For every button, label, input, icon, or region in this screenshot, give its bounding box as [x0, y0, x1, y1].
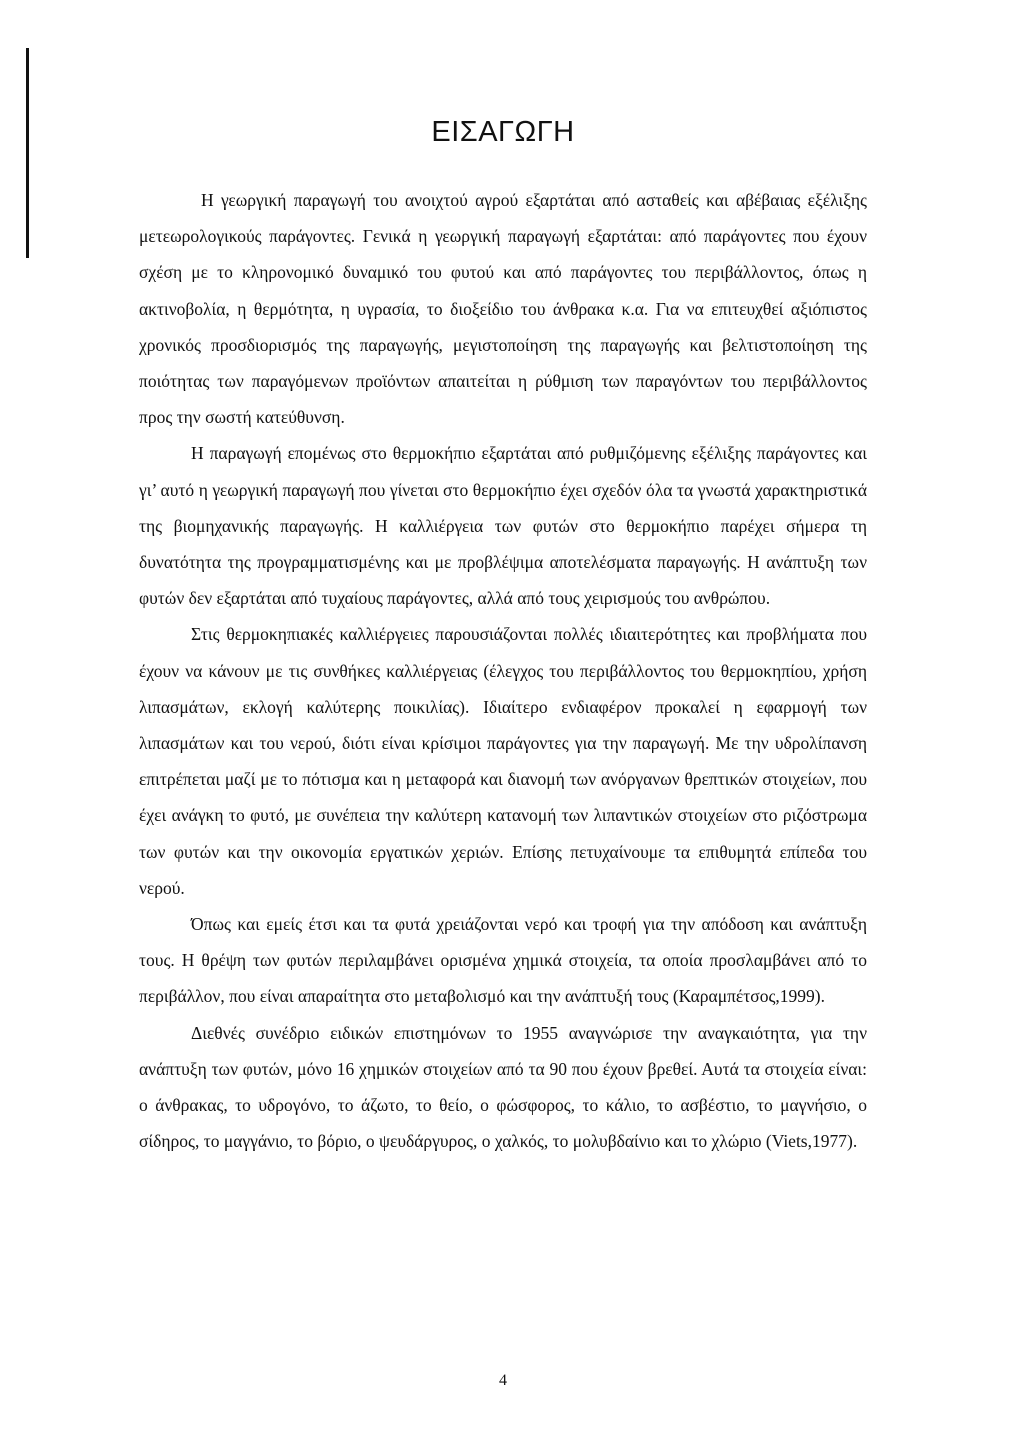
scan-edge-line — [26, 48, 29, 258]
page-number: 4 — [499, 1372, 507, 1389]
paragraph-1: Η γεωργική παραγωγή του ανοιχτού αγρού εξαρτάται από ασταθείς και αβέβαιας εξέλιξης μετεωρολογικούς παράγοντες. Γενικά η γεωργική παραγωγή εξαρτάται: από παράγοντες που έχουν σχέση με το κληρονομικό δυναμικό του φυτού και από παράγοντες του περιβάλλοντος, όπως η ακτινοβολία, η θερμότητα, η υγρασία, το διοξείδιο του άνθρακα κ.α. Για να επιτευχθεί αξιόπιστος χρονικός προσδιορισμός της παραγωγής, μεγιστοποίηση της παραγωγής και βελτιστοποίηση της ποιότητας των παραγόμενων προϊόντων απαιτείται η ρύθμιση των παραγόντων του περιβάλλοντος προς την σωστή κατεύθυνση. — [139, 190, 867, 428]
paragraph-3: Στις θερμοκηπιακές καλλιέργειες παρουσιάζονται πολλές ιδιαιτερότητες και προβλήματα που έχουν να κάνουν με τις συνθήκες καλλιέργειας (έλεγχος του περιβάλλοντος του θερμοκηπίου, χρήση λιπασμάτων, εκλογή καλύτερης ποικιλίας). Ιδιαίτερο ενδιαφέρον προκαλεί η εφαρμογή των λιπασμάτων και του νερού, διότι είναι κρίσιμοι παράγοντες για την παραγωγή. Με την υδρολίπανση επιτρέπεται μαζί με το πότισμα και η μεταφορά και διανομή των ανόργανων θρεπτικών στοιχείων, που έχει ανάγκη το φυτό, με συνέπεια την καλύτερη κατανομή των λιπαντικών στοιχείων στο ριζόστρωμα των φυτών και την οικονομία εργατικών χεριών. Επίσης πετυχαίνουμε τα επιθυμητά επίπεδα του νερού. — [139, 624, 867, 898]
paragraph-2: Η παραγωγή επομένως στο θερμοκήπιο εξαρτάται από ρυθμιζόμενης εξέλιξης παράγοντες και γι’ αυτό η γεωργική παραγωγή που γίνεται στο θερμοκήπιο έχει σχεδόν όλα τα γνωστά χαρακτηριστικά της βιομηχανικής παραγωγής. Η καλλιέργεια των φυτών στο θερμοκήπιο παρέχει σήμερα τη δυνατότητα της προγραμματισμένης και με προβλέψιμα αποτελέσματα παραγωγής. Η ανάπτυξη των φυτών δεν εξαρτάται από τυχαίους παράγοντες, αλλά από τους χειρισμούς του ανθρώπου. — [139, 443, 867, 609]
page-title: ΕΙΣΑΓΩΓΗ — [431, 116, 575, 148]
body-text — [139, 182, 867, 1159]
paragraph-4: Όπως και εμείς έτσι και τα φυτά χρειάζονται νερό και τροφή για την απόδοση και ανάπτυξη τους. Η θρέψη των φυτών περιλαμβάνει ορισμένα χημικά στοιχεία, τα οποία προσλαμβάνει από το περιβάλλον, που είναι απαραίτητα στο μεταβολισμό και την ανάπτυξή τους (Καραμπέτσος,1999). — [139, 914, 867, 1007]
paragraph-5: Διεθνές συνέδριο ειδικών επιστημόνων το 1955 αναγνώρισε την αναγκαιότητα, για την ανάπτυξη των φυτών, μόνο 16 χημικών στοιχείων από τα 90 που έχουν βρεθεί. Αυτά τα στοιχεία είναι: ο άνθρακας, το υδρογόνο, το άζωτο, το θείο, ο φώσφορος, το κάλιο, το ασβέστιο, το μαγνήσιο, ο σίδηρος, το μαγγάνιο, το βόριο, ο ψευδάργυρος, ο χαλκός, το μολυβδαίνιο και το χλώριο (Viets,1977). — [139, 1022, 867, 1152]
